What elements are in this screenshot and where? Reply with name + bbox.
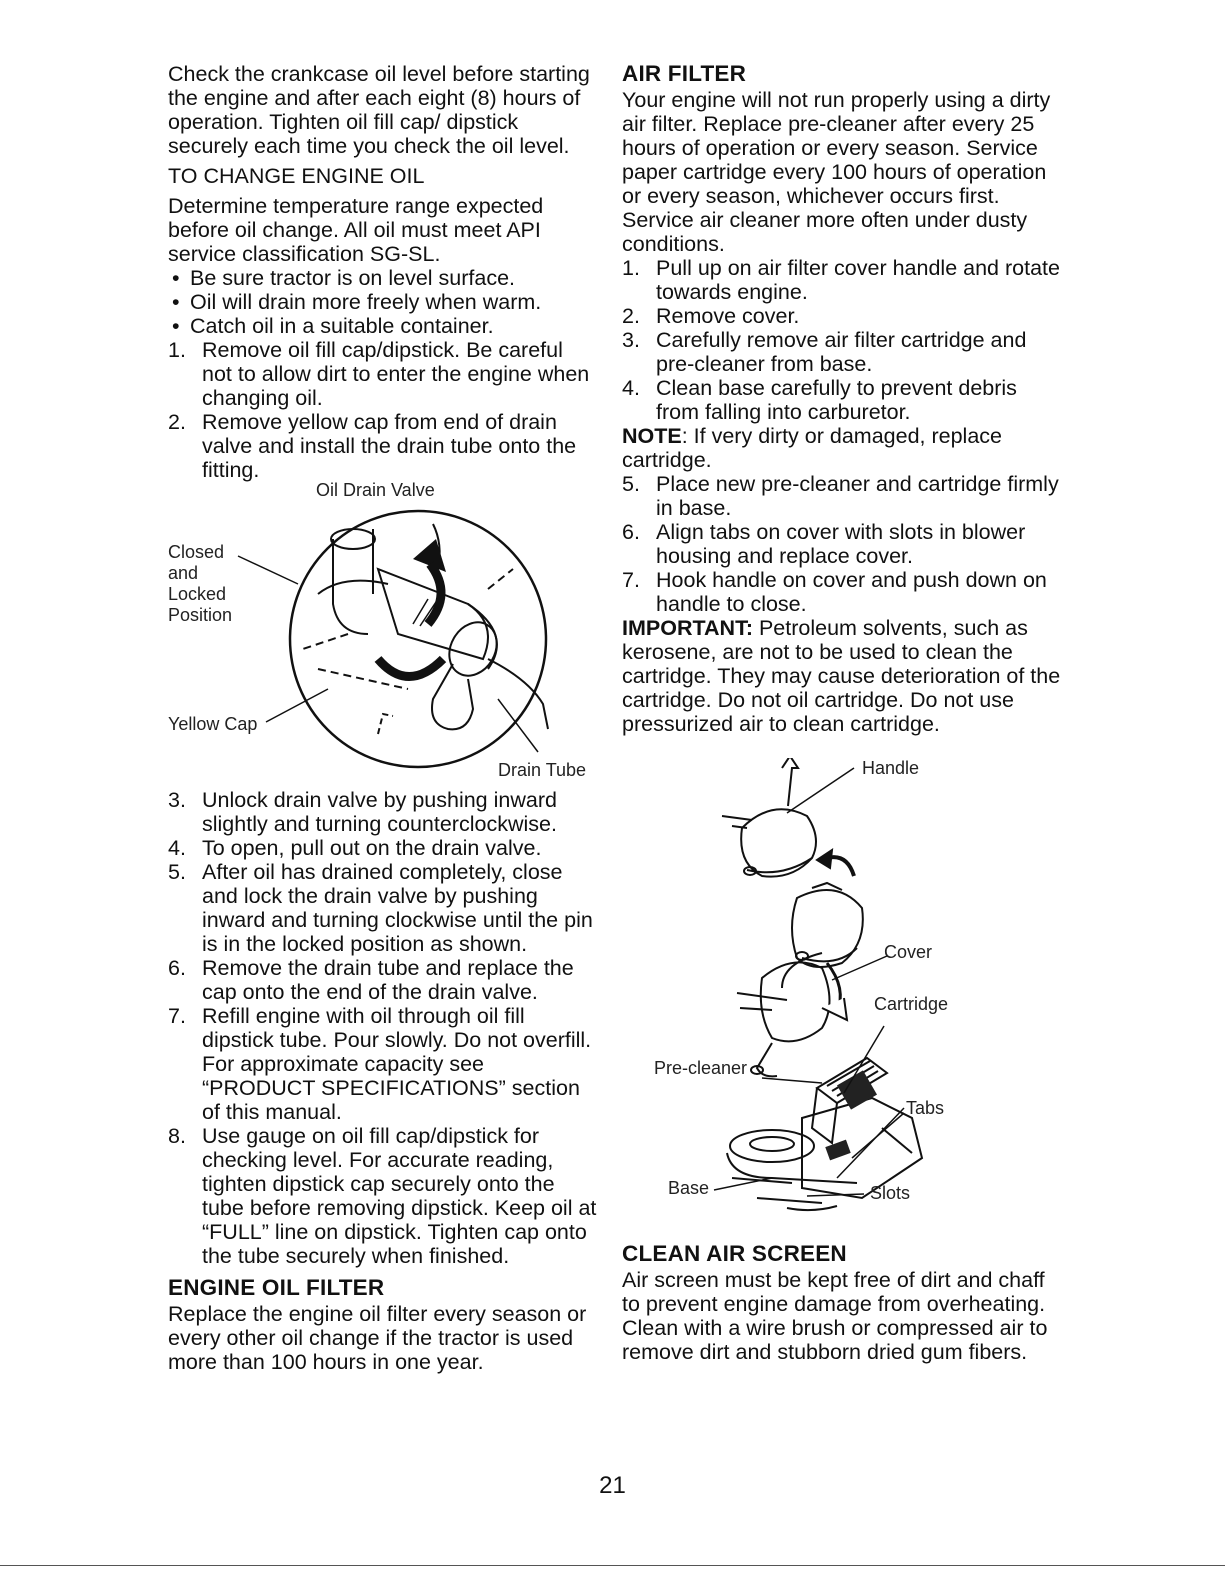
step-text: Align tabs on cover with slots in blower housing and replace cover.	[656, 520, 1026, 568]
note-label: NOTE	[622, 424, 682, 448]
oil-change-steps-part1	[168, 338, 598, 482]
step-text: Hook handle on cover and push down on handle to close.	[656, 568, 1047, 616]
step-number: 7.	[622, 568, 640, 592]
oil-check-paragraph: Check the crankcase oil level before starting the engine and after each eight (8) hours of operation. Tighten oil fill cap/ dipstick securely each time you check the oil level.	[168, 62, 590, 158]
figure-title-oil-drain-valve: Oil Drain Valve	[316, 480, 435, 500]
step-item	[622, 376, 1062, 424]
bottom-rule	[0, 1565, 1225, 1566]
step-item	[622, 568, 1062, 616]
label-slots: Slots	[870, 1183, 911, 1203]
bullet-item: • Oil will drain more freely when warm.	[168, 290, 598, 314]
step-number: 1.	[168, 338, 186, 362]
step-number: 2.	[622, 304, 640, 328]
label-tabs: Tabs	[906, 1098, 945, 1118]
bullet-item: • Catch oil in a suitable container.	[168, 314, 598, 338]
air-filter-steps-part2	[622, 472, 1062, 616]
step-text: Remove cover.	[656, 304, 800, 328]
step-item	[168, 788, 598, 836]
note-text: : If very dirty or damaged, replace cartridge.	[622, 424, 1002, 472]
step-number: 3.	[622, 328, 640, 352]
label-drain-tube: Drain Tube	[498, 760, 587, 780]
important-text: Petroleum solvents, such as kerosene, are not to be used to clean the cartridge. They may cause deterioration of the cartridge. Do not oil cartridge. Do not use pressurized air to clean cartridge.	[622, 616, 1061, 736]
air-filter-figure	[622, 758, 1062, 1238]
step-text: Unlock drain valve by pushing inward slightly and turning counterclockwise.	[202, 788, 557, 836]
important-paragraph	[622, 616, 1062, 736]
clean-air-screen-text: Air screen must be kept free of dirt and chaff to prevent engine damage from overheating. Clean with a wire brush or compressed air to remove dirt and stubborn dried gum fibers.	[622, 1268, 1048, 1364]
step-text: Remove oil fill cap/dipstick. Be careful not to allow dirt to enter the engine when changing oil.	[202, 338, 590, 410]
oil-change-bullets	[168, 266, 598, 338]
step-item	[168, 410, 598, 482]
step-item	[622, 520, 1062, 568]
step-text: Pull up on air filter cover handle and rotate towards engine.	[656, 256, 1060, 304]
oil-change-steps-part2	[168, 788, 598, 1268]
step-text: Refill engine with oil through oil fill dipstick tube. Pour slowly. Do not overfill. For approximate capacity see “PRODUCT SPECIFICATIONS” section of this manual.	[202, 1004, 592, 1124]
page-number: 21	[599, 1472, 626, 1499]
step-text: Place new pre-cleaner and cartridge firmly in base.	[656, 472, 1059, 520]
step-number: 8.	[168, 1124, 186, 1148]
label-handle: Handle	[862, 758, 920, 778]
clean-air-screen-heading: CLEAN AIR SCREEN	[622, 1241, 847, 1266]
step-number: 2.	[168, 410, 186, 434]
engine-oil-filter-text: Replace the engine oil filter every season or every other oil change if the tractor is used more than 100 hours in one year.	[168, 1302, 587, 1374]
air-filter-exploded-illustration	[622, 758, 1062, 1238]
step-number: 6.	[168, 956, 186, 980]
change-oil-intro: Determine temperature range expected before oil change. All oil must meet API service classification SG-SL.	[168, 194, 544, 266]
label-cartridge: Cartridge	[874, 994, 949, 1014]
step-item	[622, 472, 1062, 520]
step-item	[622, 304, 1062, 328]
label-cover: Cover	[884, 942, 933, 962]
step-number: 4.	[168, 836, 186, 860]
step-number: 3.	[168, 788, 186, 812]
right-column	[622, 62, 1062, 1364]
step-item	[168, 956, 598, 1004]
label-pre-cleaner: Pre-cleaner	[654, 1058, 748, 1078]
label-yellow-cap: Yellow Cap	[168, 714, 258, 734]
step-number: 5.	[168, 860, 186, 884]
step-text: To open, pull out on the drain valve.	[202, 836, 542, 860]
air-filter-intro-2: Service air cleaner more often under dusty conditions.	[622, 208, 1028, 256]
step-item	[168, 1004, 598, 1124]
air-filter-intro: Your engine will not run properly using a dirty air filter. Replace pre-cleaner after every 25 hours of operation or every season. Service paper cartridge every 100 hours of operation or every season, whichever occurs first.	[622, 88, 1051, 208]
label-base: Base	[668, 1178, 710, 1198]
step-text: Remove the drain tube and replace the cap onto the end of the drain valve.	[202, 956, 574, 1004]
step-text: Clean base carefully to prevent debris from falling into carburetor.	[656, 376, 1017, 424]
step-item	[168, 338, 598, 410]
oil-drain-valve-figure	[168, 480, 598, 782]
step-item	[622, 256, 1062, 304]
step-number: 6.	[622, 520, 640, 544]
step-number: 5.	[622, 472, 640, 496]
bullet-item: • Be sure tractor is on level surface.	[168, 266, 598, 290]
oil-drain-valve-illustration	[168, 484, 598, 782]
step-number: 4.	[622, 376, 640, 400]
engine-oil-filter-heading: ENGINE OIL FILTER	[168, 1275, 385, 1300]
change-oil-heading: TO CHANGE ENGINE OIL	[168, 164, 425, 188]
step-text: Carefully remove air filter cartridge and pre-cleaner from base.	[656, 328, 1027, 376]
note-paragraph	[622, 424, 1062, 472]
step-text: After oil has drained completely, close and lock the drain valve by pushing inward and turning clockwise until the pin is in the locked position as shown.	[202, 860, 593, 956]
step-item	[622, 328, 1062, 376]
step-text: Use gauge on oil fill cap/dipstick for checking level. For accurate reading, tighten dipstick cap securely onto the tube before removing dipstick. Keep oil at “FULL” line on dipstick. Tighten cap onto the tube securely when finished.	[202, 1124, 597, 1268]
step-text: Remove yellow cap from end of drain valve and install the drain tube onto the fitting.	[202, 410, 577, 482]
step-item	[168, 836, 598, 860]
air-filter-heading: AIR FILTER	[622, 61, 747, 86]
important-label: IMPORTANT:	[622, 616, 753, 640]
air-filter-steps-part1	[622, 256, 1062, 424]
step-number: 1.	[622, 256, 640, 280]
step-item	[168, 1124, 598, 1268]
step-number: 7.	[168, 1004, 186, 1028]
step-item	[168, 860, 598, 956]
label-closed-locked: Closed and Locked Position	[168, 542, 233, 625]
left-column	[168, 62, 598, 1374]
